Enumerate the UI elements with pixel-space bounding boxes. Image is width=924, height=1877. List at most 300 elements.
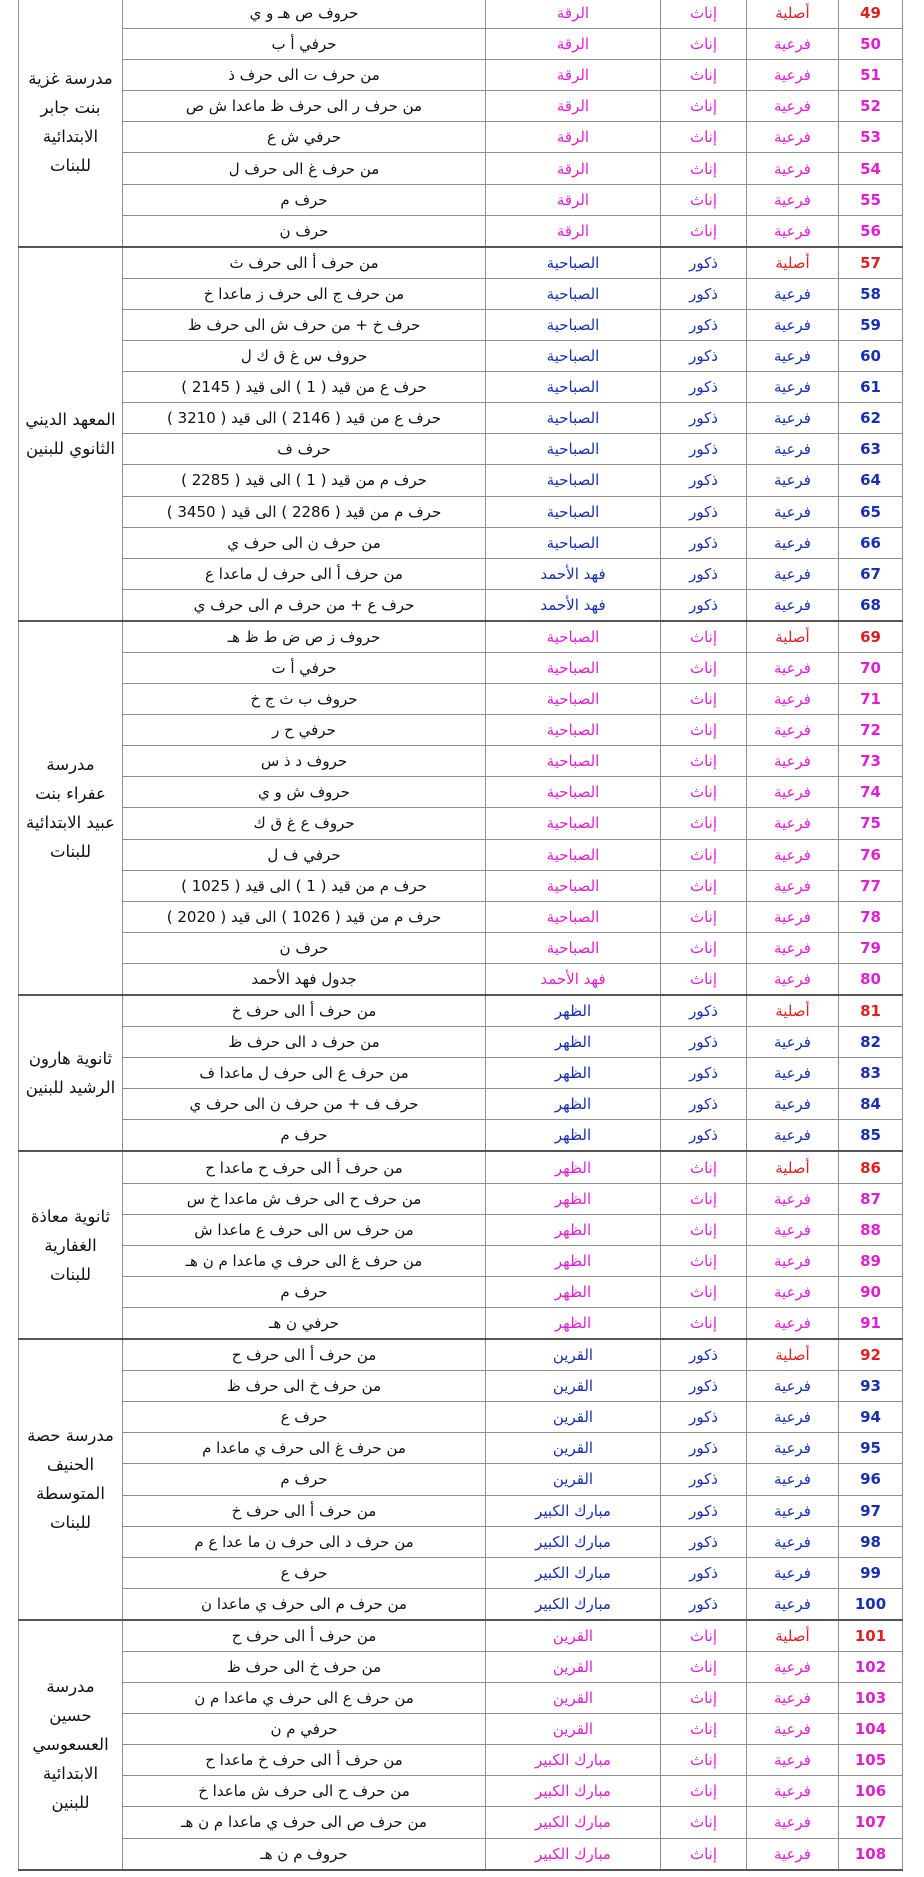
committee-number-cell: 103 bbox=[839, 1683, 903, 1714]
committee-number-cell: 81 bbox=[839, 995, 903, 1027]
table-row bbox=[19, 1402, 903, 1433]
committee-type-cell: أصلية bbox=[747, 247, 839, 279]
letters-cell: حروف م ن هـ bbox=[123, 1838, 486, 1870]
committee-type-cell: فرعية bbox=[747, 1402, 839, 1433]
committee-type-cell: أصلية bbox=[747, 1151, 839, 1183]
district-cell: الصباحية bbox=[486, 621, 661, 653]
committee-number-cell: 84 bbox=[839, 1089, 903, 1120]
gender-cell: إناث bbox=[661, 1151, 747, 1183]
committee-type-cell: فرعية bbox=[747, 1651, 839, 1682]
table-row bbox=[19, 527, 903, 558]
letters-cell: حروف ز ص ض ط ظ هـ bbox=[123, 621, 486, 653]
table-row bbox=[19, 1089, 903, 1120]
table-row bbox=[19, 1838, 903, 1870]
committee-type-cell: فرعية bbox=[747, 91, 839, 122]
committee-number-cell: 93 bbox=[839, 1371, 903, 1402]
committee-number-cell: 90 bbox=[839, 1276, 903, 1307]
letters-cell: حرفي ن هـ bbox=[123, 1307, 486, 1339]
district-cell: الصباحية bbox=[486, 341, 661, 372]
committee-number-cell: 72 bbox=[839, 715, 903, 746]
gender-cell: ذكور bbox=[661, 1402, 747, 1433]
district-cell: القرين bbox=[486, 1371, 661, 1402]
letters-cell: حرف ف bbox=[123, 434, 486, 465]
table-row bbox=[19, 1714, 903, 1745]
district-cell: الظهر bbox=[486, 995, 661, 1027]
gender-cell: إناث bbox=[661, 1683, 747, 1714]
committee-type-cell: فرعية bbox=[747, 215, 839, 247]
committee-number-cell: 95 bbox=[839, 1433, 903, 1464]
committee-number-cell: 55 bbox=[839, 184, 903, 215]
letters-cell: من حرف م الى حرف ي ماعدا ن bbox=[123, 1588, 486, 1620]
table-body bbox=[19, 0, 903, 1870]
gender-cell: ذكور bbox=[661, 558, 747, 589]
district-cell: الرقة bbox=[486, 153, 661, 184]
table-row bbox=[19, 1151, 903, 1183]
letters-cell: من حرف أ الى حرف ث bbox=[123, 247, 486, 279]
committee-number-cell: 53 bbox=[839, 122, 903, 153]
gender-cell: إناث bbox=[661, 963, 747, 995]
letters-cell: حرفي ح ر bbox=[123, 715, 486, 746]
letters-cell: من حرف خ الى حرف ظ bbox=[123, 1371, 486, 1402]
school-name-cell: المعهد الديني الثانوي للبنين bbox=[19, 247, 123, 621]
gender-cell: إناث bbox=[661, 91, 747, 122]
table-row bbox=[19, 963, 903, 995]
letters-cell: حروف د ذ س bbox=[123, 746, 486, 777]
committee-type-cell: أصلية bbox=[747, 621, 839, 653]
committee-type-cell: فرعية bbox=[747, 1027, 839, 1058]
table-row bbox=[19, 746, 903, 777]
committee-type-cell: فرعية bbox=[747, 1557, 839, 1588]
gender-cell: ذكور bbox=[661, 1089, 747, 1120]
committee-type-cell: فرعية bbox=[747, 465, 839, 496]
gender-cell: إناث bbox=[661, 932, 747, 963]
letters-cell: حرفي ف ل bbox=[123, 839, 486, 870]
letters-cell: من حرف أ الى حرف ح ماعدا ح bbox=[123, 1151, 486, 1183]
table-row bbox=[19, 1058, 903, 1089]
table-row bbox=[19, 1557, 903, 1588]
letters-cell: من حرف ج الى حرف ز ماعدا خ bbox=[123, 278, 486, 309]
gender-cell: ذكور bbox=[661, 1027, 747, 1058]
gender-cell: ذكور bbox=[661, 341, 747, 372]
letters-cell: حرف م bbox=[123, 1120, 486, 1152]
district-cell: مبارك الكبير bbox=[486, 1588, 661, 1620]
committee-number-cell: 94 bbox=[839, 1402, 903, 1433]
committee-number-cell: 86 bbox=[839, 1151, 903, 1183]
table-row bbox=[19, 870, 903, 901]
school-name-cell: مدرسة حصة الحنيف المتوسطة للبنات bbox=[19, 1339, 123, 1620]
committee-number-cell: 82 bbox=[839, 1027, 903, 1058]
committee-number-cell: 70 bbox=[839, 652, 903, 683]
letters-cell: حرف م من قيد ( 1026 ) الى قيد ( 2020 ) bbox=[123, 901, 486, 932]
district-cell: الصباحية bbox=[486, 465, 661, 496]
table-row bbox=[19, 1307, 903, 1339]
committee-type-cell: فرعية bbox=[747, 589, 839, 621]
committee-number-cell: 66 bbox=[839, 527, 903, 558]
table-row bbox=[19, 1683, 903, 1714]
district-cell: الصباحية bbox=[486, 278, 661, 309]
table-row bbox=[19, 932, 903, 963]
letters-cell: حرف م bbox=[123, 1276, 486, 1307]
gender-cell: ذكور bbox=[661, 527, 747, 558]
committee-type-cell: فرعية bbox=[747, 746, 839, 777]
district-cell: الرقة bbox=[486, 215, 661, 247]
letters-cell: من حرف ح الى حرف ش ماعدا خ س bbox=[123, 1183, 486, 1214]
committee-number-cell: 52 bbox=[839, 91, 903, 122]
table-row bbox=[19, 372, 903, 403]
table-row bbox=[19, 901, 903, 932]
gender-cell: ذكور bbox=[661, 247, 747, 279]
committee-number-cell: 85 bbox=[839, 1120, 903, 1152]
gender-cell: إناث bbox=[661, 1776, 747, 1807]
committee-type-cell: فرعية bbox=[747, 434, 839, 465]
committee-type-cell: فرعية bbox=[747, 60, 839, 91]
committee-number-cell: 102 bbox=[839, 1651, 903, 1682]
committee-number-cell: 50 bbox=[839, 29, 903, 60]
district-cell: الصباحية bbox=[486, 309, 661, 340]
letters-cell: حرفي م ن bbox=[123, 1714, 486, 1745]
table-row bbox=[19, 1651, 903, 1682]
gender-cell: إناث bbox=[661, 1183, 747, 1214]
committee-number-cell: 62 bbox=[839, 403, 903, 434]
committee-number-cell: 74 bbox=[839, 777, 903, 808]
gender-cell: إناث bbox=[661, 808, 747, 839]
committee-number-cell: 58 bbox=[839, 278, 903, 309]
gender-cell: إناث bbox=[661, 29, 747, 60]
table-row bbox=[19, 621, 903, 653]
gender-cell: ذكور bbox=[661, 1495, 747, 1526]
committee-number-cell: 99 bbox=[839, 1557, 903, 1588]
district-cell: الصباحية bbox=[486, 808, 661, 839]
gender-cell: ذكور bbox=[661, 309, 747, 340]
letters-cell: من حرف ع الى حرف ل ماعدا ف bbox=[123, 1058, 486, 1089]
letters-cell: من حرف د الى حرف ن ما عدا ع م bbox=[123, 1526, 486, 1557]
letters-cell: حروف س غ ق ك ل bbox=[123, 341, 486, 372]
district-cell: القرين bbox=[486, 1651, 661, 1682]
committee-number-cell: 79 bbox=[839, 932, 903, 963]
gender-cell: ذكور bbox=[661, 1526, 747, 1557]
letters-cell: من حرف غ الى حرف ل bbox=[123, 153, 486, 184]
letters-cell: حرف ع من قيد ( 1 ) الى قيد ( 2145 ) bbox=[123, 372, 486, 403]
committee-number-cell: 65 bbox=[839, 496, 903, 527]
committee-number-cell: 98 bbox=[839, 1526, 903, 1557]
school-name-cell: ثانوية معاذة الغفارية للبنات bbox=[19, 1151, 123, 1339]
committee-type-cell: فرعية bbox=[747, 1307, 839, 1339]
district-cell: الصباحية bbox=[486, 247, 661, 279]
letters-cell: من حرف ع الى حرف ي ماعدا م ن bbox=[123, 1683, 486, 1714]
letters-cell: من حرف أ الى حرف ح bbox=[123, 1620, 486, 1652]
gender-cell: إناث bbox=[661, 1745, 747, 1776]
committee-type-cell: فرعية bbox=[747, 839, 839, 870]
table-row bbox=[19, 403, 903, 434]
district-cell: الظهر bbox=[486, 1120, 661, 1152]
committee-number-cell: 89 bbox=[839, 1245, 903, 1276]
committee-number-cell: 60 bbox=[839, 341, 903, 372]
committee-type-cell: فرعية bbox=[747, 870, 839, 901]
gender-cell: ذكور bbox=[661, 1557, 747, 1588]
letters-cell: حرف ف + من حرف ن الى حرف ي bbox=[123, 1089, 486, 1120]
table-row bbox=[19, 184, 903, 215]
gender-cell: ذكور bbox=[661, 278, 747, 309]
table-row bbox=[19, 839, 903, 870]
table-row bbox=[19, 589, 903, 621]
committee-type-cell: أصلية bbox=[747, 0, 839, 29]
letters-cell: حروف ص هـ و ي bbox=[123, 0, 486, 29]
committee-type-cell: فرعية bbox=[747, 684, 839, 715]
district-cell: القرين bbox=[486, 1464, 661, 1495]
table-row bbox=[19, 684, 903, 715]
table-row bbox=[19, 1276, 903, 1307]
table-row bbox=[19, 122, 903, 153]
committee-type-cell: فرعية bbox=[747, 1120, 839, 1152]
gender-cell: إناث bbox=[661, 122, 747, 153]
gender-cell: إناث bbox=[661, 901, 747, 932]
committee-number-cell: 77 bbox=[839, 870, 903, 901]
gender-cell: إناث bbox=[661, 1214, 747, 1245]
district-cell: الرقة bbox=[486, 29, 661, 60]
table-row bbox=[19, 1339, 903, 1371]
letters-cell: من حرف غ الى حرف ي ماعدا م ن هـ bbox=[123, 1245, 486, 1276]
district-cell: الظهر bbox=[486, 1214, 661, 1245]
table-row bbox=[19, 1183, 903, 1214]
committee-number-cell: 107 bbox=[839, 1807, 903, 1838]
district-cell: القرين bbox=[486, 1339, 661, 1371]
district-cell: الصباحية bbox=[486, 870, 661, 901]
district-cell: الصباحية bbox=[486, 434, 661, 465]
committee-number-cell: 106 bbox=[839, 1776, 903, 1807]
table-row bbox=[19, 1027, 903, 1058]
district-cell: الظهر bbox=[486, 1183, 661, 1214]
committee-number-cell: 51 bbox=[839, 60, 903, 91]
table-row bbox=[19, 1526, 903, 1557]
table-row bbox=[19, 1120, 903, 1152]
letters-cell: حروف ع غ ق ك bbox=[123, 808, 486, 839]
committee-type-cell: فرعية bbox=[747, 278, 839, 309]
committee-type-cell: أصلية bbox=[747, 1620, 839, 1652]
letters-cell: من حرف ن الى حرف ي bbox=[123, 527, 486, 558]
district-cell: الصباحية bbox=[486, 746, 661, 777]
letters-cell: من حرف أ الى حرف ل ماعدا ع bbox=[123, 558, 486, 589]
committee-type-cell: فرعية bbox=[747, 1588, 839, 1620]
committee-type-cell: فرعية bbox=[747, 932, 839, 963]
committee-type-cell: فرعية bbox=[747, 122, 839, 153]
table-row bbox=[19, 1776, 903, 1807]
committee-type-cell: فرعية bbox=[747, 715, 839, 746]
committee-number-cell: 57 bbox=[839, 247, 903, 279]
table-row bbox=[19, 1371, 903, 1402]
gender-cell: إناث bbox=[661, 153, 747, 184]
district-cell: الظهر bbox=[486, 1058, 661, 1089]
committee-type-cell: فرعية bbox=[747, 652, 839, 683]
school-name-cell: مدرسة حسين العسعوسي الابتدائية للبنين bbox=[19, 1620, 123, 1870]
letters-cell: من حرف خ الى حرف ظ bbox=[123, 1651, 486, 1682]
letters-cell: من حرف ص الى حرف ي ماعدا م ن هـ bbox=[123, 1807, 486, 1838]
committee-number-cell: 80 bbox=[839, 963, 903, 995]
table-row bbox=[19, 1745, 903, 1776]
gender-cell: ذكور bbox=[661, 1058, 747, 1089]
district-cell: القرين bbox=[486, 1402, 661, 1433]
letters-cell: حرف م bbox=[123, 184, 486, 215]
letters-cell: حرفي أ ب bbox=[123, 29, 486, 60]
gender-cell: إناث bbox=[661, 839, 747, 870]
committee-type-cell: فرعية bbox=[747, 29, 839, 60]
committee-type-cell: فرعية bbox=[747, 153, 839, 184]
table-row bbox=[19, 1588, 903, 1620]
letters-cell: حرف ع bbox=[123, 1402, 486, 1433]
committee-type-cell: فرعية bbox=[747, 403, 839, 434]
letters-cell: حرف م من قيد ( 1 ) الى قيد ( 2285 ) bbox=[123, 465, 486, 496]
district-cell: الظهر bbox=[486, 1307, 661, 1339]
committee-number-cell: 61 bbox=[839, 372, 903, 403]
committee-type-cell: فرعية bbox=[747, 558, 839, 589]
gender-cell: إناث bbox=[661, 1838, 747, 1870]
gender-cell: إناث bbox=[661, 777, 747, 808]
gender-cell: إناث bbox=[661, 184, 747, 215]
district-cell: الرقة bbox=[486, 0, 661, 29]
table-row bbox=[19, 465, 903, 496]
committee-type-cell: فرعية bbox=[747, 341, 839, 372]
gender-cell: إناث bbox=[661, 1245, 747, 1276]
committee-type-cell: فرعية bbox=[747, 496, 839, 527]
district-cell: الصباحية bbox=[486, 372, 661, 403]
letters-cell: من حرف أ الى حرف ح bbox=[123, 1339, 486, 1371]
committee-number-cell: 97 bbox=[839, 1495, 903, 1526]
table-row bbox=[19, 0, 903, 29]
gender-cell: إناث bbox=[661, 1620, 747, 1652]
table-row bbox=[19, 309, 903, 340]
committee-type-cell: فرعية bbox=[747, 777, 839, 808]
district-cell: الصباحية bbox=[486, 496, 661, 527]
letters-cell: حرفي أ ت bbox=[123, 652, 486, 683]
gender-cell: إناث bbox=[661, 1307, 747, 1339]
district-cell: القرين bbox=[486, 1620, 661, 1652]
letters-cell: من حرف غ الى حرف ي ماعدا م bbox=[123, 1433, 486, 1464]
gender-cell: إناث bbox=[661, 60, 747, 91]
committee-number-cell: 78 bbox=[839, 901, 903, 932]
committee-type-cell: فرعية bbox=[747, 1464, 839, 1495]
committee-number-cell: 68 bbox=[839, 589, 903, 621]
committee-type-cell: فرعية bbox=[747, 1058, 839, 1089]
committee-number-cell: 67 bbox=[839, 558, 903, 589]
letters-cell: جدول فهد الأحمد bbox=[123, 963, 486, 995]
table-row bbox=[19, 1620, 903, 1652]
committee-number-cell: 54 bbox=[839, 153, 903, 184]
table-row bbox=[19, 496, 903, 527]
gender-cell: ذكور bbox=[661, 1120, 747, 1152]
district-cell: مبارك الكبير bbox=[486, 1745, 661, 1776]
letters-cell: حرف م من قيد ( 1 ) الى قيد ( 1025 ) bbox=[123, 870, 486, 901]
committee-type-cell: أصلية bbox=[747, 1339, 839, 1371]
committee-type-cell: فرعية bbox=[747, 1714, 839, 1745]
committee-number-cell: 104 bbox=[839, 1714, 903, 1745]
gender-cell: إناث bbox=[661, 652, 747, 683]
committee-type-cell: فرعية bbox=[747, 1433, 839, 1464]
committee-type-cell: فرعية bbox=[747, 372, 839, 403]
gender-cell: ذكور bbox=[661, 1339, 747, 1371]
committee-type-cell: فرعية bbox=[747, 1183, 839, 1214]
table-row bbox=[19, 278, 903, 309]
committee-type-cell: فرعية bbox=[747, 1776, 839, 1807]
table-row bbox=[19, 91, 903, 122]
committee-number-cell: 56 bbox=[839, 215, 903, 247]
gender-cell: ذكور bbox=[661, 589, 747, 621]
committee-type-cell: فرعية bbox=[747, 309, 839, 340]
letters-cell: من حرف أ الى حرف خ bbox=[123, 1495, 486, 1526]
district-cell: الصباحية bbox=[486, 684, 661, 715]
gender-cell: ذكور bbox=[661, 496, 747, 527]
committee-number-cell: 64 bbox=[839, 465, 903, 496]
committee-number-cell: 105 bbox=[839, 1745, 903, 1776]
committee-type-cell: أصلية bbox=[747, 995, 839, 1027]
gender-cell: ذكور bbox=[661, 434, 747, 465]
table-row bbox=[19, 652, 903, 683]
gender-cell: ذكور bbox=[661, 372, 747, 403]
gender-cell: ذكور bbox=[661, 1588, 747, 1620]
letters-cell: من حرف د الى حرف ظ bbox=[123, 1027, 486, 1058]
district-cell: مبارك الكبير bbox=[486, 1807, 661, 1838]
gender-cell: إناث bbox=[661, 684, 747, 715]
committee-table bbox=[18, 0, 903, 1871]
committee-type-cell: فرعية bbox=[747, 1245, 839, 1276]
table-row bbox=[19, 434, 903, 465]
committee-number-cell: 76 bbox=[839, 839, 903, 870]
district-cell: الظهر bbox=[486, 1276, 661, 1307]
committee-type-cell: فرعية bbox=[747, 1683, 839, 1714]
gender-cell: إناث bbox=[661, 715, 747, 746]
committee-type-cell: فرعية bbox=[747, 1526, 839, 1557]
committee-type-cell: فرعية bbox=[747, 1089, 839, 1120]
gender-cell: ذكور bbox=[661, 403, 747, 434]
table-row bbox=[19, 558, 903, 589]
district-cell: مبارك الكبير bbox=[486, 1776, 661, 1807]
table-row bbox=[19, 995, 903, 1027]
gender-cell: إناث bbox=[661, 1807, 747, 1838]
committee-type-cell: فرعية bbox=[747, 1371, 839, 1402]
letters-cell: حرف ن bbox=[123, 932, 486, 963]
letters-cell: حروف ش و ي bbox=[123, 777, 486, 808]
table-row bbox=[19, 1245, 903, 1276]
letters-cell: حرف م من قيد ( 2286 ) الى قيد ( 3450 ) bbox=[123, 496, 486, 527]
district-cell: الصباحية bbox=[486, 527, 661, 558]
letters-cell: من حرف س الى حرف ع ماعدا ش bbox=[123, 1214, 486, 1245]
table-row bbox=[19, 215, 903, 247]
letters-cell: حرف ع bbox=[123, 1557, 486, 1588]
committee-number-cell: 88 bbox=[839, 1214, 903, 1245]
district-cell: مبارك الكبير bbox=[486, 1495, 661, 1526]
district-cell: الظهر bbox=[486, 1089, 661, 1120]
letters-cell: من حرف ر الى حرف ظ ماعدا ش ص bbox=[123, 91, 486, 122]
school-name-cell: مدرسة عفراء بنت عبيد الابتدائية للبنات bbox=[19, 621, 123, 995]
committee-number-cell: 71 bbox=[839, 684, 903, 715]
gender-cell: ذكور bbox=[661, 1371, 747, 1402]
committee-number-cell: 69 bbox=[839, 621, 903, 653]
district-cell: الصباحية bbox=[486, 901, 661, 932]
table-row bbox=[19, 60, 903, 91]
district-cell: الصباحية bbox=[486, 403, 661, 434]
letters-cell: من حرف ت الى حرف ذ bbox=[123, 60, 486, 91]
district-cell: فهد الأحمد bbox=[486, 589, 661, 621]
district-cell: مبارك الكبير bbox=[486, 1526, 661, 1557]
committee-number-cell: 63 bbox=[839, 434, 903, 465]
committee-number-cell: 73 bbox=[839, 746, 903, 777]
district-cell: فهد الأحمد bbox=[486, 963, 661, 995]
table-row bbox=[19, 1807, 903, 1838]
committee-number-cell: 83 bbox=[839, 1058, 903, 1089]
letters-cell: من حرف ح الى حرف ش ماعدا خ bbox=[123, 1776, 486, 1807]
district-cell: مبارك الكبير bbox=[486, 1557, 661, 1588]
gender-cell: إناث bbox=[661, 1651, 747, 1682]
committee-number-cell: 96 bbox=[839, 1464, 903, 1495]
district-cell: الصباحية bbox=[486, 777, 661, 808]
